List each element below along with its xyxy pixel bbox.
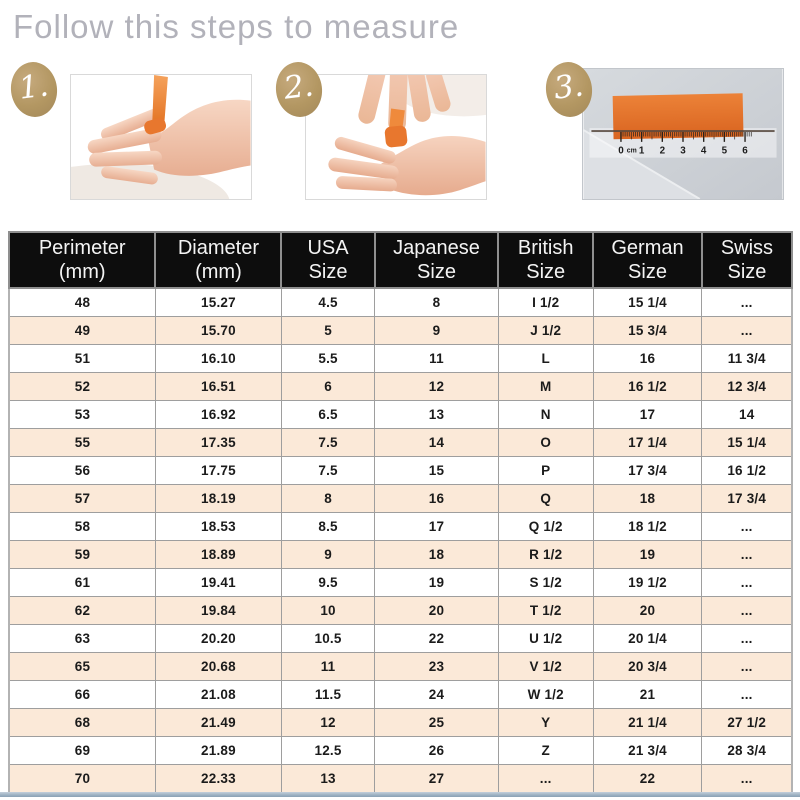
table-cell: 11 [281, 653, 374, 681]
table-cell: 8 [281, 485, 374, 513]
col-header-swiss-size: Swiss Size [702, 232, 792, 288]
table-cell: U 1/2 [498, 625, 593, 653]
table-cell: 22 [593, 765, 702, 794]
table-cell: 15.70 [155, 317, 281, 345]
bottom-bar [0, 792, 800, 797]
table-cell: 15.27 [155, 288, 281, 317]
table-cell: 9 [375, 317, 499, 345]
table-body [9, 288, 792, 793]
table-cell: 19 1/2 [593, 569, 702, 597]
table-cell: ... [702, 288, 792, 317]
table-header-row [9, 232, 792, 288]
col-header-perimeter: Perimeter (mm) [9, 232, 155, 288]
table-cell: ... [702, 317, 792, 345]
table-cell: 20 [375, 597, 499, 625]
table-cell: 15 1/4 [702, 429, 792, 457]
table-row [9, 345, 792, 373]
table-cell: 18.19 [155, 485, 281, 513]
table-cell: 48 [9, 288, 155, 317]
table-cell: T 1/2 [498, 597, 593, 625]
table-cell: 5.5 [281, 345, 374, 373]
table-cell: O [498, 429, 593, 457]
table-cell: ... [702, 653, 792, 681]
table-cell: 16 [375, 485, 499, 513]
svg-text:4: 4 [700, 145, 707, 157]
pinching-ribbon-illustration [306, 75, 486, 199]
table-cell: 8 [375, 288, 499, 317]
table-cell: 14 [702, 401, 792, 429]
table-cell: Z [498, 737, 593, 765]
table-cell: 17.75 [155, 457, 281, 485]
table-cell: 16.10 [155, 345, 281, 373]
table-cell: 13 [281, 765, 374, 794]
table-cell: 28 3/4 [702, 737, 792, 765]
table-cell: N [498, 401, 593, 429]
table-cell: 15 1/4 [593, 288, 702, 317]
table-cell: 7.5 [281, 457, 374, 485]
table-cell: ... [702, 765, 792, 794]
table-cell: 20 1/4 [593, 625, 702, 653]
table-cell: 26 [375, 737, 499, 765]
table-cell: 17 [375, 513, 499, 541]
table-row [9, 765, 792, 794]
table-cell: 18.53 [155, 513, 281, 541]
table-cell: S 1/2 [498, 569, 593, 597]
hand-with-ribbon-illustration [71, 75, 251, 199]
table-cell: 10.5 [281, 625, 374, 653]
table-row [9, 625, 792, 653]
table-cell: 9 [281, 541, 374, 569]
table-cell: 20 [593, 597, 702, 625]
table-row [9, 401, 792, 429]
table-cell: 69 [9, 737, 155, 765]
table-cell: 4.5 [281, 288, 374, 317]
table-row [9, 457, 792, 485]
table-cell: 13 [375, 401, 499, 429]
table-cell: 17 3/4 [702, 485, 792, 513]
table-row [9, 485, 792, 513]
table-cell: 17 1/4 [593, 429, 702, 457]
table-cell: 56 [9, 457, 155, 485]
table-cell: ... [702, 541, 792, 569]
table-cell: 17.35 [155, 429, 281, 457]
table-cell: ... [702, 625, 792, 653]
table-cell: ... [702, 513, 792, 541]
table-cell: 68 [9, 709, 155, 737]
table-cell: 16.51 [155, 373, 281, 401]
table-cell: 6 [281, 373, 374, 401]
table-row [9, 373, 792, 401]
table-cell: R 1/2 [498, 541, 593, 569]
table-cell: 17 [593, 401, 702, 429]
table-row [9, 541, 792, 569]
table-row [9, 317, 792, 345]
table-cell: 53 [9, 401, 155, 429]
table-cell: ... [702, 597, 792, 625]
table-cell: 16 [593, 345, 702, 373]
table-cell: 70 [9, 765, 155, 794]
page-title: Follow this steps to measure [13, 8, 460, 45]
table-row [9, 429, 792, 457]
svg-text:0: 0 [618, 145, 624, 157]
svg-text:6: 6 [742, 145, 748, 157]
table-cell: 6.5 [281, 401, 374, 429]
table-cell: 22 [375, 625, 499, 653]
table-cell: 18 [593, 485, 702, 513]
step-3-number: 3. [551, 67, 586, 107]
table-cell: ... [498, 765, 593, 794]
table-cell: 49 [9, 317, 155, 345]
table-cell: 16 1/2 [702, 457, 792, 485]
svg-text:cm: cm [626, 147, 637, 155]
table-row [9, 737, 792, 765]
table-cell: 19 [593, 541, 702, 569]
table-cell: 63 [9, 625, 155, 653]
table-cell: L [498, 345, 593, 373]
table-cell: Q [498, 485, 593, 513]
table-cell: 5 [281, 317, 374, 345]
table-cell: 12.5 [281, 737, 374, 765]
table-cell: 51 [9, 345, 155, 373]
table-cell: 12 [281, 709, 374, 737]
col-header-german-size: German Size [593, 232, 702, 288]
step-1-photo [70, 74, 252, 200]
table-cell: 59 [9, 541, 155, 569]
table-cell: 19.84 [155, 597, 281, 625]
table-cell: 20.68 [155, 653, 281, 681]
table-row [9, 513, 792, 541]
table-cell: 21 3/4 [593, 737, 702, 765]
table-cell: 16 1/2 [593, 373, 702, 401]
col-header-usa-size: USA Size [281, 232, 374, 288]
table-cell: W 1/2 [498, 681, 593, 709]
table-cell: 52 [9, 373, 155, 401]
svg-text:1: 1 [638, 145, 645, 157]
table-row [9, 653, 792, 681]
table-cell: 21.49 [155, 709, 281, 737]
table-cell: 14 [375, 429, 499, 457]
table-cell: M [498, 373, 593, 401]
ring-size-conversion-table [8, 231, 793, 794]
table-cell: 23 [375, 653, 499, 681]
table-cell: 17 3/4 [593, 457, 702, 485]
table-cell: 25 [375, 709, 499, 737]
table-cell: 57 [9, 485, 155, 513]
table-cell: 18 1/2 [593, 513, 702, 541]
table-cell: V 1/2 [498, 653, 593, 681]
table-cell: 61 [9, 569, 155, 597]
col-header-british-size: British Size [498, 232, 593, 288]
table-cell: 12 [375, 373, 499, 401]
table-cell: J 1/2 [498, 317, 593, 345]
table-cell: 15 3/4 [593, 317, 702, 345]
table-cell: 15 [375, 457, 499, 485]
svg-text:5: 5 [721, 145, 728, 157]
table-cell: 20.20 [155, 625, 281, 653]
step-2-number: 2. [281, 67, 316, 107]
table-row [9, 681, 792, 709]
table-cell: 58 [9, 513, 155, 541]
table-cell: 18 [375, 541, 499, 569]
table-cell: P [498, 457, 593, 485]
table-cell: 19 [375, 569, 499, 597]
ruler-measurement-illustration [583, 69, 783, 199]
table-cell: 16.92 [155, 401, 281, 429]
table-row [9, 709, 792, 737]
table-cell: 55 [9, 429, 155, 457]
step-2-photo [305, 74, 487, 200]
table-row [9, 569, 792, 597]
table-cell: 11 [375, 345, 499, 373]
table-cell: 21.89 [155, 737, 281, 765]
step-3-photo [582, 68, 784, 200]
table-cell: 9.5 [281, 569, 374, 597]
table-cell: I 1/2 [498, 288, 593, 317]
table-cell: 21 1/4 [593, 709, 702, 737]
table-cell: 7.5 [281, 429, 374, 457]
table-cell: ... [702, 681, 792, 709]
svg-text:2: 2 [659, 145, 666, 157]
table-cell: ... [702, 569, 792, 597]
table-cell: 20 3/4 [593, 653, 702, 681]
table-cell: 11 3/4 [702, 345, 792, 373]
table-cell: 27 1/2 [702, 709, 792, 737]
table-cell: 18.89 [155, 541, 281, 569]
step-1-number: 1. [16, 67, 51, 107]
table-cell: 10 [281, 597, 374, 625]
table-cell: 22.33 [155, 765, 281, 794]
col-header-diameter: Diameter (mm) [155, 232, 281, 288]
table-cell: 8.5 [281, 513, 374, 541]
table-cell: 62 [9, 597, 155, 625]
table-cell: 12 3/4 [702, 373, 792, 401]
svg-text:3: 3 [680, 145, 686, 157]
table-row [9, 288, 792, 317]
table-row [9, 597, 792, 625]
table-cell: 21 [593, 681, 702, 709]
table-cell: 65 [9, 653, 155, 681]
table-cell: 19.41 [155, 569, 281, 597]
table-cell: 24 [375, 681, 499, 709]
table-cell: Q 1/2 [498, 513, 593, 541]
col-header-japanese-size: Japanese Size [375, 232, 499, 288]
table-cell: 11.5 [281, 681, 374, 709]
table-cell: Y [498, 709, 593, 737]
table-cell: 21.08 [155, 681, 281, 709]
table-cell: 27 [375, 765, 499, 794]
step-1-number-badge [8, 59, 60, 119]
table-cell: 66 [9, 681, 155, 709]
